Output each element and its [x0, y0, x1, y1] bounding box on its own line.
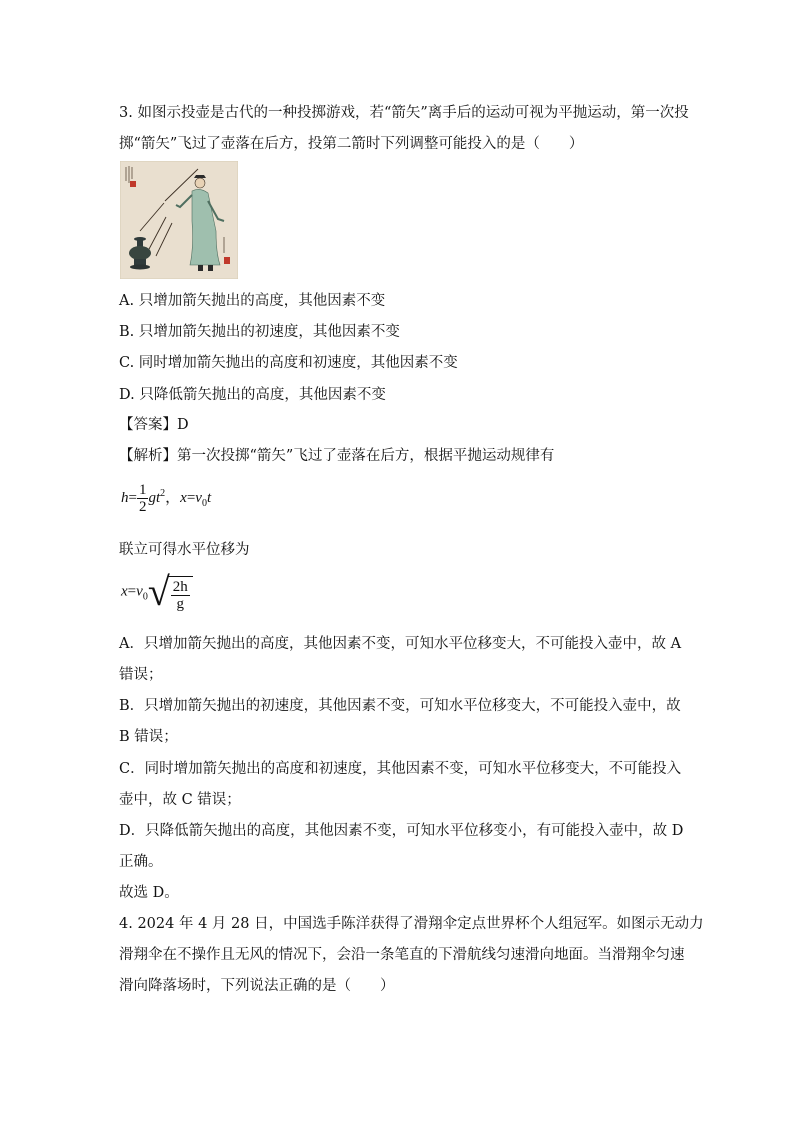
- q3-option-c: C. 同时增加箭矢抛出的高度和初速度，其他因素不变: [119, 355, 458, 371]
- explanation-a-line2: 错误；: [119, 667, 163, 683]
- q3-option-a: A. 只增加箭矢抛出的高度，其他因素不变: [119, 293, 386, 309]
- q3-conclusion: 故选 D。: [119, 885, 179, 901]
- q3-stem-line1: 3. 如图示投壶是古代的一种投掷游戏，若“箭矢”离手后的运动可视为平抛运动，第一次投: [119, 105, 689, 121]
- q4-stem-line3: 滑向降落场时，下列说法正确的是（ ）: [119, 978, 395, 994]
- explanation-d-line1: D．只降低箭矢抛出的高度，其他因素不变，可知水平位移变小，有可能投入壶中，故 D: [119, 823, 684, 839]
- explanation-a-line1: A．只增加箭矢抛出的高度，其他因素不变，可知水平位移变大，不可能投入壶中，故 A: [119, 636, 682, 652]
- q3-combine-text: 联立可得水平位移为: [119, 542, 250, 558]
- seal-stamp-top: [130, 181, 136, 187]
- explanation-b-line2: B 错误；: [119, 729, 178, 745]
- sqrt-icon: √: [147, 569, 170, 614]
- q3-option-b: B. 只增加箭矢抛出的初速度，其他因素不变: [119, 324, 400, 340]
- q3-option-d: D. 只降低箭矢抛出的高度，其他因素不变: [119, 387, 386, 403]
- q3-stem-line2: 掷“箭矢”飞过了壶落在后方，投第二箭时下列调整可能投入的是（ ）: [119, 136, 584, 152]
- q3-analysis-intro: 【解析】第一次投掷“箭矢”飞过了壶落在后方，根据平抛运动规律有: [119, 448, 555, 464]
- formula-motion-equations: h= $\frac{1}{2}$ $gt^2$，$x=v_0t$: [121, 482, 212, 515]
- seal-stamp-bottom: [224, 257, 230, 264]
- explanation-c-line1: C．同时增加箭矢抛出的高度和初速度，其他因素不变，可知水平位移变大，不可能投入: [119, 761, 682, 777]
- tou-hu-painting: [120, 161, 238, 279]
- explanation-b-line1: B．只增加箭矢抛出的初速度，其他因素不变，可知水平位移变大，不可能投入壶中，故: [119, 698, 681, 714]
- formula-horizontal-displacement: $x=v_0$ √ $\frac{2h}{g}$: [121, 572, 193, 612]
- q4-stem-line1: 4. 2024 年 4 月 28 日，中国选手陈洋获得了滑翔伞定点世界杯个人组冠军。如图示无动力: [119, 916, 704, 932]
- q4-stem-line2: 滑翔伞在不操作且无风的情况下，会沿一条笔直的下滑航线匀速滑向地面。当滑翔伞匀速: [119, 947, 685, 963]
- explanation-d-line2: 正确。: [119, 854, 163, 870]
- q3-answer: 【答案】D: [119, 417, 189, 433]
- explanation-c-line2: 壶中，故 C 错误；: [119, 792, 241, 808]
